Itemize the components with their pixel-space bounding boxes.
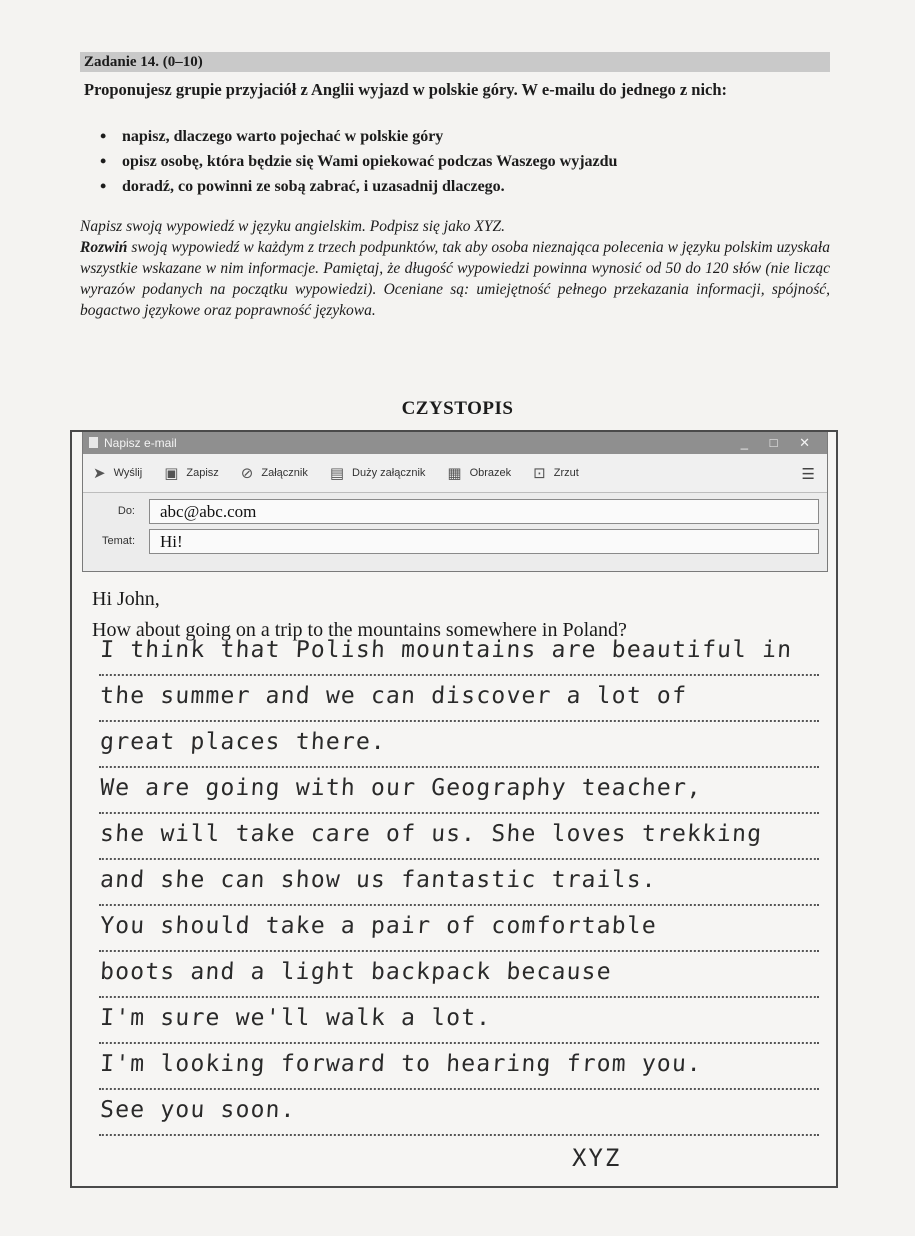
task-guidelines bbox=[80, 216, 830, 321]
crop-icon: ⊡ bbox=[533, 465, 546, 482]
handwritten-line: she will take care of us. She loves trekking bbox=[99, 814, 821, 860]
screenshot-label: Zrzut bbox=[553, 467, 579, 479]
attachment-button[interactable] bbox=[241, 464, 308, 482]
document-icon bbox=[89, 437, 98, 448]
floppy-disk-icon: ▣ bbox=[164, 465, 179, 482]
email-answer-frame bbox=[70, 430, 838, 1188]
send-button[interactable] bbox=[93, 464, 142, 482]
save-button[interactable] bbox=[164, 464, 219, 482]
menu-icon[interactable]: ☰ bbox=[801, 466, 815, 483]
large-attachment-button[interactable] bbox=[330, 464, 426, 482]
handwritten-line: We are going with our Geography teacher, bbox=[99, 768, 821, 814]
task-bullets bbox=[100, 124, 830, 199]
handwritten-line: You should take a pair of comfortable bbox=[99, 906, 821, 952]
task-header: Zadanie 14. (0–10) bbox=[80, 52, 830, 72]
subject-label: Temat: bbox=[101, 535, 135, 547]
section-title: CZYSTOPIS bbox=[401, 398, 514, 419]
large-attachment-label: Duży załącznik bbox=[352, 467, 426, 479]
send-label: Wyślij bbox=[113, 467, 143, 479]
handwritten-line: I think that Polish mountains are beautiful in bbox=[99, 630, 821, 676]
task-bullet: • napisz, dlaczego warto pojechać w polskie góry bbox=[100, 124, 830, 149]
task-instruction: Proponujesz grupie przyjaciół z Anglii wyjazd w polskie góry. W e-mailu do jednego z nich: bbox=[84, 80, 728, 99]
subject-row bbox=[83, 527, 827, 557]
image-label: Obrazek bbox=[469, 467, 512, 479]
subject-field[interactable]: Hi! bbox=[149, 529, 819, 554]
guideline-line-2: swoją wypowiedź w każdym z trzech podpunktów, tak aby osoba nieznająca polecenia w języku polskim uzyskała wszystkie wskazane w nim informacje. Pamiętaj, że długość wypowiedzi powinna wynosić od 50 do 120 słów (nie licząc wyrazów podanych na początku wypowiedzi). Oceniane są: umiejętność pełnego przekazania informacji, spójność, bogactwo językowe oraz poprawność językowa. bbox=[80, 239, 830, 319]
guideline-emphasis: Rozwiń bbox=[80, 239, 128, 256]
paperclip-icon: ⊘ bbox=[240, 465, 254, 482]
handwritten-line: boots and a light backpack because bbox=[99, 952, 821, 998]
email-toolbar bbox=[83, 454, 827, 493]
email-opening: How about going on a trip to the mountains somewhere in Poland? bbox=[92, 619, 627, 641]
guideline-line-1: Napisz swoją wypowiedź w języku angielskim. Podpisz się jako XYZ. bbox=[80, 218, 505, 235]
handwritten-line: great places there. bbox=[99, 722, 821, 768]
to-field[interactable]: abc@abc.com bbox=[149, 499, 819, 524]
attachment-label: Załącznik bbox=[261, 467, 308, 479]
email-window-title: Napisz e-mail bbox=[104, 436, 177, 450]
save-label: Zapisz bbox=[186, 467, 219, 479]
screenshot-button[interactable] bbox=[533, 464, 579, 482]
signature: XYZ bbox=[572, 1144, 622, 1172]
handwritten-line: I'm sure we'll walk a lot. bbox=[99, 998, 821, 1044]
task-bullet: • doradź, co powinni ze sobą zabrać, i uzasadnij dlaczego. bbox=[100, 174, 830, 199]
to-label: Do: bbox=[117, 505, 135, 517]
image-icon: ▦ bbox=[447, 465, 462, 482]
email-greeting: Hi John, bbox=[92, 588, 160, 610]
image-button[interactable] bbox=[447, 464, 511, 482]
handwritten-line: the summer and we can discover a lot of bbox=[99, 676, 821, 722]
email-titlebar bbox=[83, 432, 827, 454]
paper-plane-icon: ➤ bbox=[93, 465, 106, 482]
handwritten-line: I'm looking forward to hearing from you. bbox=[99, 1044, 821, 1090]
handwritten-line: See you soon. bbox=[99, 1090, 821, 1136]
large-file-icon: ▤ bbox=[329, 465, 345, 482]
handwritten-line: and she can show us fantastic trails. bbox=[99, 860, 821, 906]
email-window bbox=[82, 432, 828, 572]
task-bullet: • opisz osobę, która będzie się Wami opiekować podczas Waszego wyjazdu bbox=[100, 149, 830, 174]
window-controls[interactable]: _ □ ✕ bbox=[740, 435, 819, 450]
to-row bbox=[83, 497, 827, 527]
